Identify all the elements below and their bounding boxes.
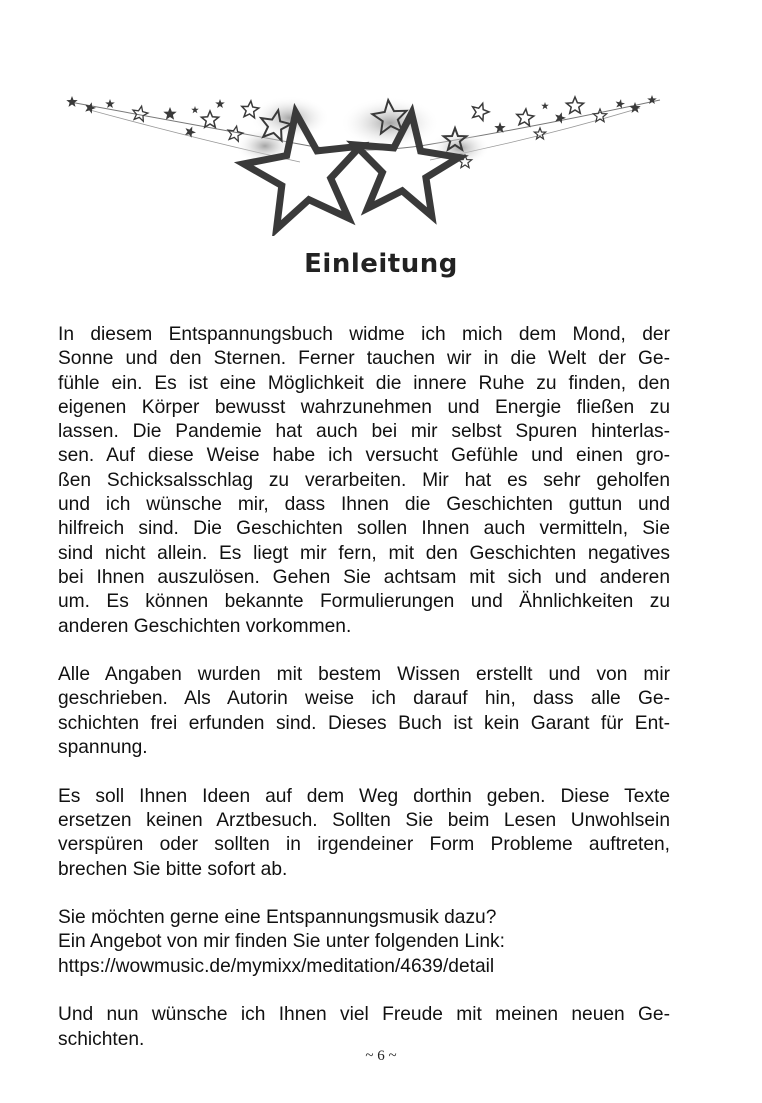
small-star-icon xyxy=(191,106,199,113)
text-line: Sie möchten gerne eine Entspannungsmusik dazu? xyxy=(58,907,497,929)
text-line: sind nicht allein. Es liegt mir fern, mit den Geschichten negatives xyxy=(58,542,670,564)
star-outline-icon xyxy=(517,109,534,126)
text-line: spannung. xyxy=(58,737,148,759)
text-line: ersetzen keinen Arztbesuch. Sollten Sie beim Lesen Unwohlsein xyxy=(58,809,670,831)
paragraph xyxy=(58,785,670,882)
small-star-icon xyxy=(629,102,640,113)
star-garland-ornament xyxy=(60,88,670,236)
text-line: sen. Auf diese Weise habe ich versucht Gefühle und einen gro- xyxy=(58,445,670,467)
text-line: fühle ein. Es ist eine Möglichkeit die innere Ruhe zu finden, den xyxy=(58,372,670,394)
small-star-icon xyxy=(555,112,566,123)
text-line: um. Es können bekannte Formulierungen und Ähnlichkeiten zu xyxy=(58,591,670,613)
text-line: geschrieben. Als Autorin weise ich darauf hin, dass alle Ge- xyxy=(58,688,670,710)
text-line: Alle Angaben wurden mit bestem Wissen erstellt und von mir xyxy=(58,664,670,686)
paragraph-gap xyxy=(58,760,670,784)
star-outline-icon xyxy=(133,106,148,121)
star-outline-icon xyxy=(201,111,218,127)
small-star-icon xyxy=(85,102,96,113)
text-line: schichten. xyxy=(58,1028,145,1050)
page-number: ~ 6 ~ xyxy=(365,1048,397,1064)
text-line: eigenen Körper bewusst wahrzunehmen und Energie fließen zu xyxy=(58,396,670,418)
star-outline-icon xyxy=(566,97,583,113)
text-line: Ein Angebot von mir finden Sie unter folgenden Link: xyxy=(58,931,505,953)
small-star-icon xyxy=(215,99,225,108)
star-outline-icon xyxy=(473,103,489,120)
small-star-icon xyxy=(185,127,196,138)
paragraph xyxy=(58,1003,670,1052)
text-line: Sonne und den Sternen. Ferner tauchen wir in die Welt der Ge- xyxy=(58,348,670,370)
small-star-icon xyxy=(541,102,549,109)
paragraph xyxy=(58,323,670,639)
text-line: verspüren oder sollten in irgendeiner Form Probleme auftreten, xyxy=(58,834,670,856)
text-line: schichten frei erfunden sind. Dieses Buch ist kein Garant für Ent- xyxy=(58,712,670,734)
paragraph xyxy=(58,663,670,760)
text-line: Und nun wünsche ich Ihnen viel Freude mit meinen neuen Ge- xyxy=(58,1004,670,1026)
small-star-icon xyxy=(105,99,115,108)
body-text xyxy=(58,323,670,1052)
chapter-title: Einleitung xyxy=(304,249,458,279)
small-star-icon xyxy=(616,99,625,108)
paragraph-gap xyxy=(58,639,670,663)
small-star-icon xyxy=(66,96,77,107)
text-line: anderen Geschichten vorkommen. xyxy=(58,615,352,637)
paragraph xyxy=(58,906,670,979)
text-line: ßen Schicksalsschlag zu verarbeiten. Mir hat es sehr geholfen xyxy=(58,469,670,491)
text-line: brechen Sie bitte sofort ab. xyxy=(58,858,288,880)
text-line: und ich wünsche mir, dass Ihnen die Geschichten guttun und xyxy=(58,494,670,516)
paragraph-gap xyxy=(58,882,670,906)
text-line: lassen. Die Pandemie hat auch bei mir selbst Spuren hinterlas- xyxy=(58,421,670,443)
text-line: bei Ihnen auszulösen. Gehen Sie achtsam mit sich und anderen xyxy=(58,566,670,588)
small-star-icon xyxy=(163,107,176,120)
star-outline-icon xyxy=(534,128,545,139)
text-line: https://wowmusic.de/mymixx/meditation/4639/detail xyxy=(58,955,495,977)
text-line: In diesem Entspannungsbuch widme ich mich dem Mond, der xyxy=(58,324,670,345)
text-line: Es soll Ihnen Ideen auf dem Weg dorthin geben. Diese Texte xyxy=(58,785,670,807)
paragraph-gap xyxy=(58,979,670,1003)
text-line: hilfreich sind. Die Geschichten sollen Ihnen auch vermitteln, Sie xyxy=(58,518,670,540)
